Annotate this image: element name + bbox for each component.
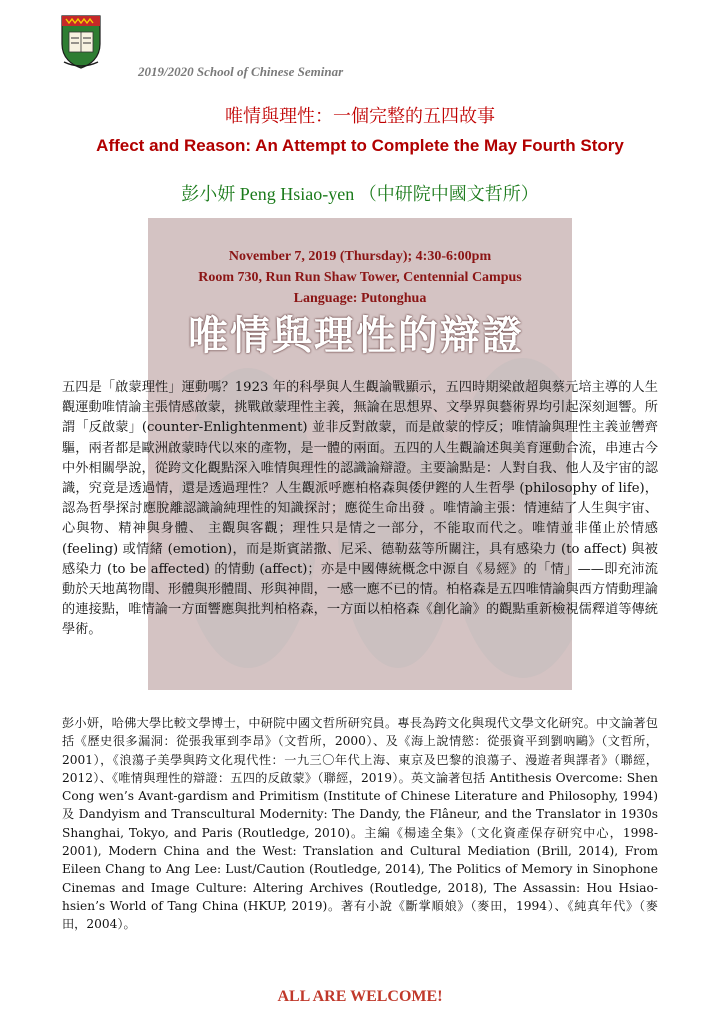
event-language: Language: Putonghua (293, 291, 427, 306)
university-crest-logo (58, 12, 104, 70)
seminar-series-label: 2019/2020 School of Chinese Seminar (138, 64, 344, 79)
title-english: Affect and Reason: An Attempt to Complete the May Fourth Story (96, 136, 624, 155)
speaker-line: 彭小妍 Peng Hsiao-yen （中研院中國文哲所） (181, 184, 539, 204)
title-chinese: 唯情與理性：一個完整的五四故事 (225, 106, 495, 127)
all-welcome-banner: ALL ARE WELCOME! (277, 988, 443, 1005)
book-cover-title: 唯情與理性的辯證 (188, 313, 524, 359)
event-details (0, 246, 720, 309)
speaker-bio-paragraph: 彭小妍，哈佛大學比較文學博士，中研院中國文哲所研究員。專長為跨文化與現代文學文化研究。中文論著包括《歷史很多漏洞：從張我軍到李昂》（文哲所，2000）、及《海上說情慾：從張資平到劉吶鷗》（文哲所，2001），《浪蕩子美學與跨文化現代性：一九三〇年代上海、東京及巴黎的浪蕩子、漫遊者與譯者》（聯經，2012）、《唯情與理性的辯證：五四的反啟蒙》（聯經，2019）。英文論著包括 Antithesis Overcome: Shen Cong wen’s Avant-gardism and Primitism (Institute of Chinese Literature and Philosophy, 1994) 及 Dandyism and Transcultural Modernity: The Dandy, the Flâneur, and the Translator in 1930s Shanghai, Tokyo, and Paris (Routledge, 2010)。主編《楊逵全集》（文化資產保存研究中心，1998-2001), Modern China and the West: Translation and Cultural Mediation (Brill, 2014), From Eileen Chang to Ang Lee: Lust/Caution (Routledge, 2014), The Politics of Memory in Sinophone Cinemas and Image Culture: Altering Archives (Routledge, 2018), The Assassin: Hou Hsiao-hsien’s World of Tang China (HKUP, 2019)。著有小說《斷掌順娘》（麥田，1994）、《純真年代》（麥田，2004）。 (62, 716, 658, 932)
event-venue: Room 730, Run Run Shaw Tower, Centennial Campus (198, 270, 522, 285)
abstract-paragraph: 五四是「啟蒙理性」運動嗎？1923 年的科學與人生觀論戰顯示，五四時期梁啟超與蔡元培主導的人生觀運動唯情論主張情感啟蒙，挑戰啟蒙理性主義，無論在思想界、文學界與藝術界均引起深刻迴響。所謂「反啟蒙」(counter-Enlightenment) 並非反對啟蒙，而是啟蒙的悖反；唯情論與理性主義並轡齊驅，兩者都是歐洲啟蒙時代以來的產物，是一體的兩面。五四的人生觀論述與美育運動合流，串連古今中外相關學說，從跨文化觀點深入唯情與理性的認識論辯證。主要論點是：人對自我、他人及宇宙的認識，究竟是透過情，還是透過理性？人生觀派呼應柏格森與倭伊鏗的人生哲學 (philosophy of life)，認為哲學探討應脫離認識論純理性的知識探討；應從生命出發 。唯情論主張：情連結了人生與宇宙、心與物、精神與身體、 主觀與客觀；理性只是情之一部分，不能取而代之。唯情並非僅止於情感 (feeling) 或情緒 (emotion)，而是斯賓諾撒、尼采、德勒茲等所關注，具有感染力 (to affect) 與被感染力 (to be affected) 的情動 (affect)；亦是中國傳統概念中源自《易經》的「情」——即充沛流動於天地萬物間、形體與形體間、形與神間，一感一應不已的情。柏格森是五四唯情論與西方情動理論的連接點，唯情論一方面響應與批判柏格森，一方面以柏格森《創化論》的觀點重新檢視儒釋道等傳統學術。 (62, 380, 658, 638)
event-date: November 7, 2019 (Thursday); 4:30-6:00pm (228, 249, 492, 264)
